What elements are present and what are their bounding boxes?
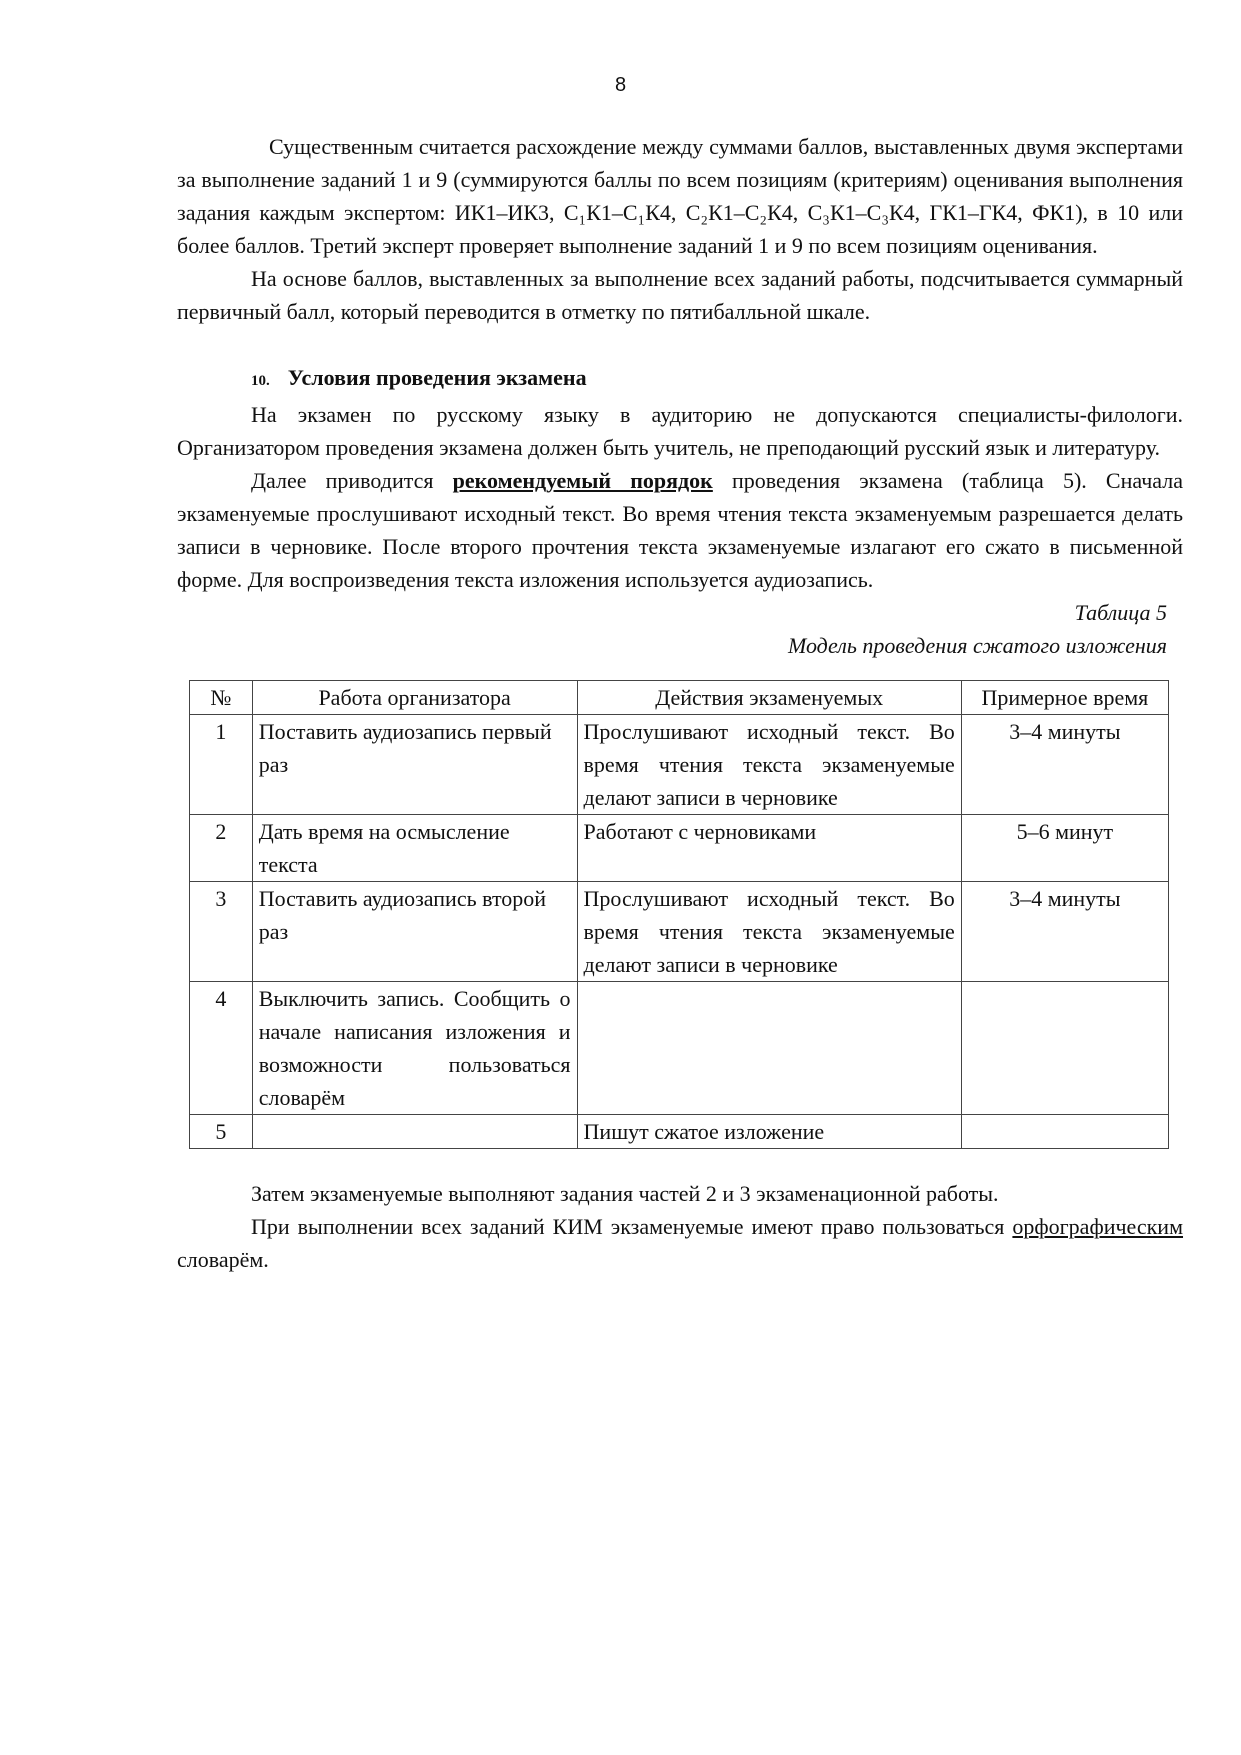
procedure-text-end: проведения экзамена (таблица 5). Сначала экзаменуемые прослушивают исходный текст. Во время чтения текста экзаменуемым разрешается делать записи в черновике. После второго прочтения текста экзаменуемые излагают его сжато в письменной форме. Для воспроизведения текста изложения используется аудиозапись. (177, 468, 1184, 592)
exam-model-table (189, 680, 1169, 1149)
time-cell (961, 1115, 1168, 1149)
organizer-cell: Поставить аудиозапись первый раз (252, 715, 577, 815)
paragraph-discrepancy: Существенным считается расхождение между суммами баллов, выставленных двумя экспертами за выполнение заданий 1 и 9 (суммируются баллы по всем позициям (критериям) оценивания выполнения задания каждым экспертом: ИК1–ИК3, С₁К1–С₁К4, С₂К1–С₂К4, С₃К1–С₃К4, ГК1–ГК4, ФК1), в 10 или более баллов. Третий эксперт проверяет выполнение заданий 1 и 9 по всем позициям оценивания. (177, 134, 1183, 258)
table-row (190, 1115, 1169, 1149)
time-cell: 5–6 минут (961, 815, 1168, 882)
row-number: 5 (190, 1115, 253, 1149)
table-caption: Модель проведения сжатого изложения (787, 633, 1167, 658)
table-row (190, 815, 1169, 882)
paragraph-procedure (177, 464, 1183, 596)
paragraph-next-tasks: Затем экзаменуемые выполняют задания частей 2 и 3 экзаменационной работы. (251, 1181, 999, 1206)
recommended-order-emphasis: рекомендуемый порядок (452, 468, 713, 493)
row-number: 2 (190, 815, 253, 882)
time-cell (961, 982, 1168, 1115)
section-title: Условия проведения экзамена (287, 365, 587, 390)
table-row (190, 715, 1169, 815)
examinees-cell: Прослушивают исходный текст. Во время чтения текста экзаменуемые делают записи в черновике (577, 715, 961, 815)
table-row (190, 882, 1169, 982)
header-number: № (190, 681, 253, 715)
orthographic-underlined: орфографическим (1012, 1214, 1184, 1239)
paragraph-primary-score: На основе баллов, выставленных за выполнение всех заданий работы, подсчитывается суммарный первичный балл, который переводится в отметку по пятибалльной шкале. (177, 266, 1183, 324)
row-number: 3 (190, 882, 253, 982)
procedure-text-start: Далее приводится (251, 468, 453, 493)
section-heading (177, 361, 1183, 398)
organizer-cell (252, 1115, 577, 1149)
document-body (177, 130, 1183, 1276)
organizer-cell: Поставить аудиозапись второй раз (252, 882, 577, 982)
paragraph-admission: На экзамен по русскому языку в аудиторию не допускаются специалисты-филологи. Организатором проведения экзамена должен быть учитель, не преподающий русский язык и литературу. (177, 402, 1183, 460)
header-examinees: Действия экзаменуемых (577, 681, 961, 715)
time-cell: 3–4 минуты (961, 715, 1168, 815)
row-number: 4 (190, 982, 253, 1115)
page-number: 8 (614, 74, 627, 96)
organizer-cell: Выключить запись. Сообщить о начале написания изложения и возможности пользоваться словарём (252, 982, 577, 1115)
header-time: Примерное время (961, 681, 1168, 715)
organizer-cell: Дать время на осмысление текста (252, 815, 577, 882)
dictionary-text-start: При выполнении всех заданий КИМ экзаменуемые имеют право пользоваться (251, 1214, 1005, 1239)
section-number: 10. (251, 373, 270, 389)
table-row (190, 982, 1169, 1115)
row-number: 1 (190, 715, 253, 815)
table-header-row (190, 681, 1169, 715)
header-organizer: Работа организатора (252, 681, 577, 715)
examinees-cell (577, 982, 961, 1115)
table-label: Таблица 5 (1074, 600, 1167, 625)
examinees-cell: Работают с черновиками (577, 815, 961, 882)
dictionary-text-end: словарём. (177, 1247, 269, 1272)
examinees-cell: Пишут сжатое изложение (577, 1115, 961, 1149)
paragraph-dictionary (177, 1210, 1183, 1276)
examinees-cell: Прослушивают исходный текст. Во время чтения текста экзаменуемые делают записи в черновике (577, 882, 961, 982)
time-cell: 3–4 минуты (961, 882, 1168, 982)
